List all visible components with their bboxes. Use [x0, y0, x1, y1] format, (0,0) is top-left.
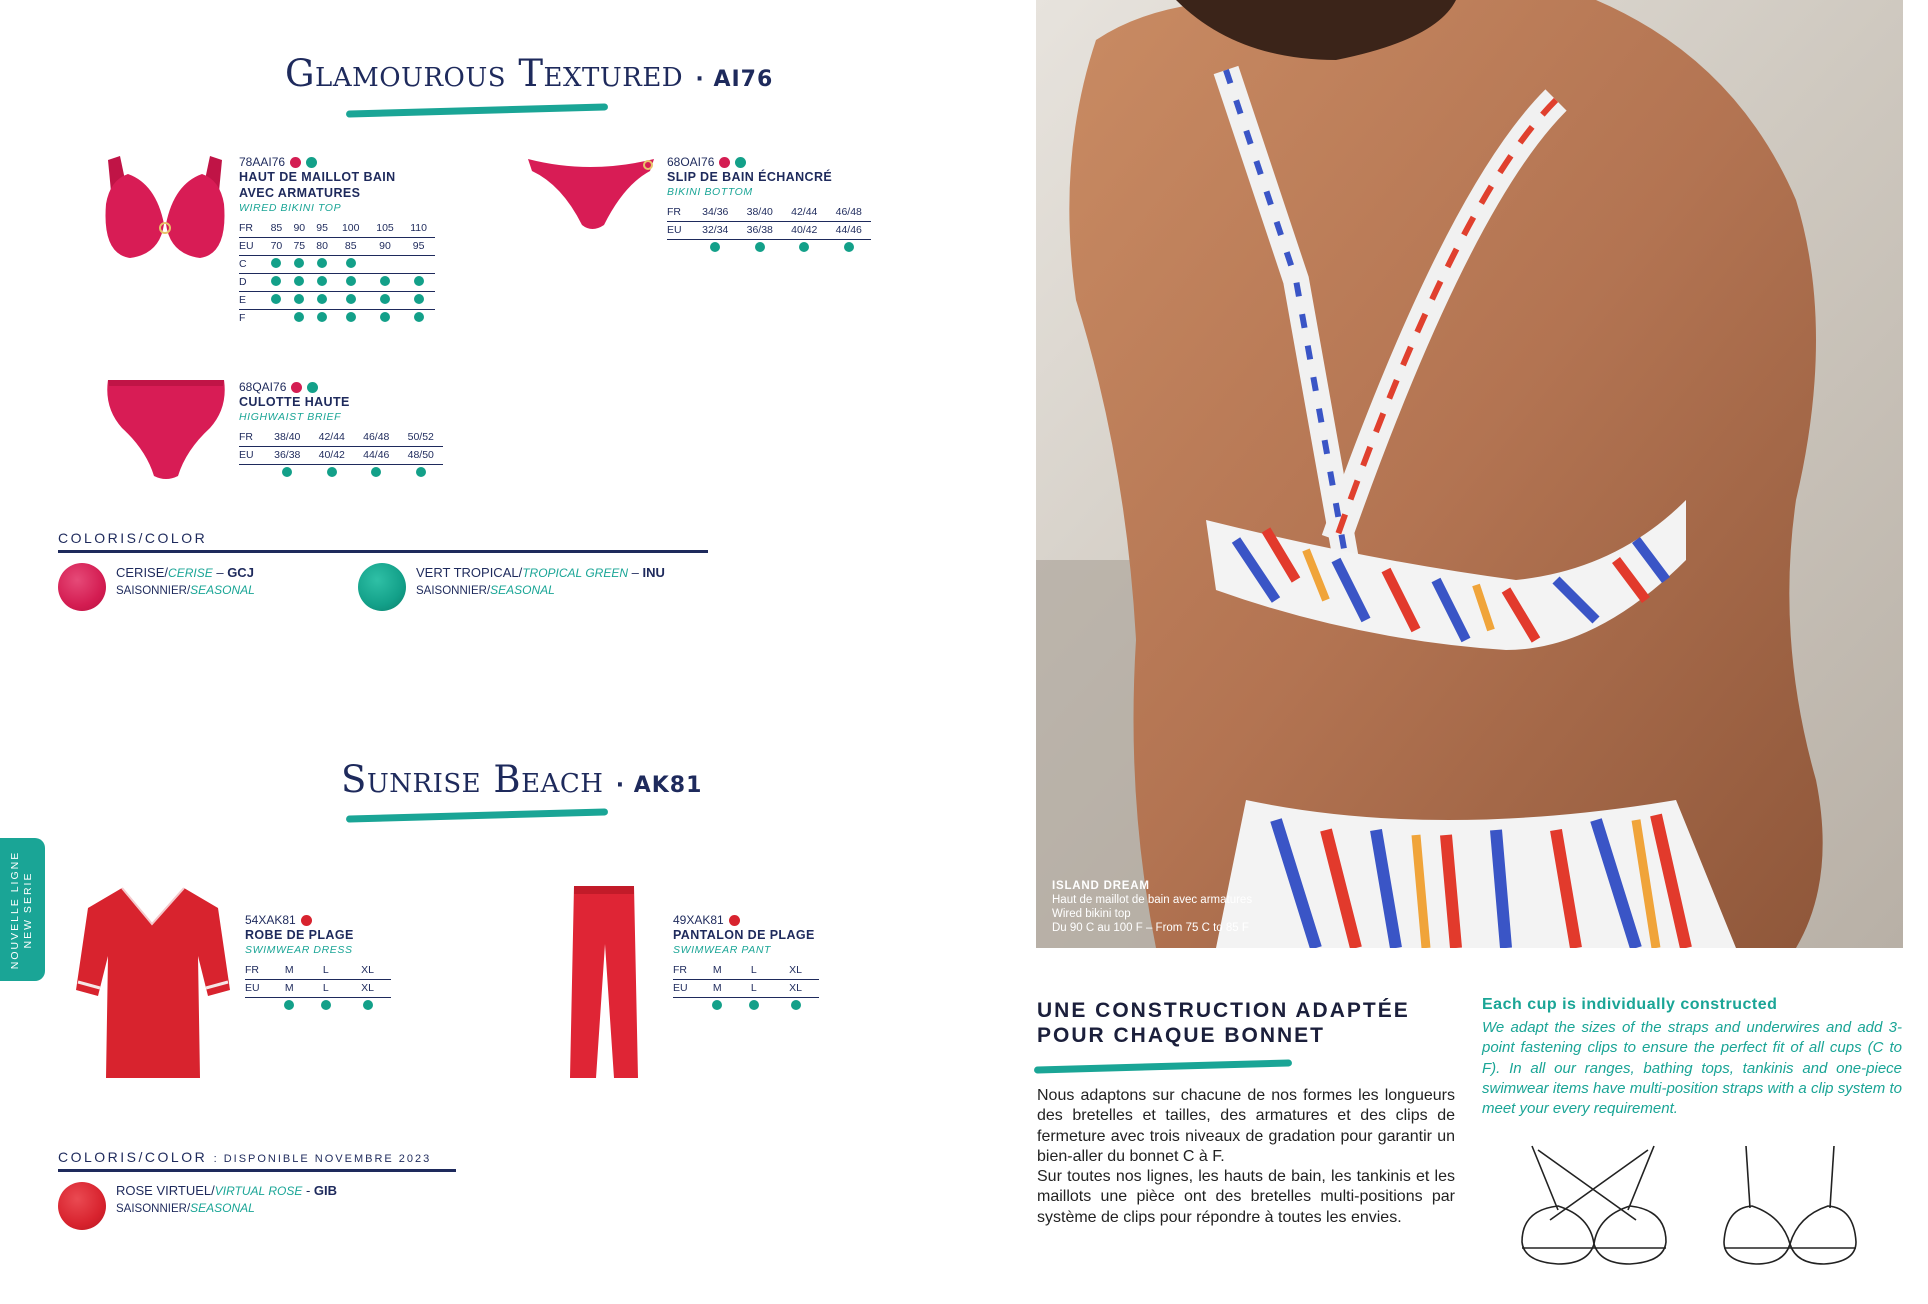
color-season-row: SAISONNIER/SEASONAL — [416, 583, 555, 597]
size-cell: 46/48 — [354, 428, 399, 446]
product-code-row — [239, 380, 443, 394]
colors-availability-note: : DISPONIBLE NOVEMBRE 2023 — [213, 1153, 432, 1165]
article-underline — [1034, 1059, 1292, 1073]
availability-dot — [282, 467, 292, 477]
size-label: EU — [239, 237, 265, 255]
swatch-cerise — [58, 563, 106, 611]
size-row-fr — [239, 219, 435, 237]
size-cell: XL — [344, 979, 391, 997]
size-cell: L — [736, 979, 773, 997]
size-label: EU — [245, 979, 271, 997]
photo-caption — [1052, 879, 1252, 935]
swatch-tropical-green — [358, 563, 406, 611]
size-cell: 100 — [334, 219, 368, 237]
product-code: 68QAI76 — [239, 380, 287, 394]
colors-title: COLORIS — [58, 530, 139, 546]
swimwear-pant-image — [568, 884, 640, 1080]
color-dot-green — [306, 157, 317, 168]
colors-heading: COLORIS/COLOR — [58, 530, 208, 546]
size-cell: 90 — [288, 219, 311, 237]
product-name-en: BIKINI BOTTOM — [667, 186, 753, 198]
new-series-tab — [0, 838, 45, 981]
size-cell: 42/44 — [782, 203, 827, 221]
size-label: FR — [667, 203, 693, 221]
section-title-text: Sunrise Beach — [341, 758, 604, 801]
availability-dot — [294, 258, 304, 268]
availability-dot — [749, 1000, 759, 1010]
availability-dot — [712, 1000, 722, 1010]
availability-row — [673, 997, 819, 1015]
availability-dot — [844, 242, 854, 252]
availability-dot — [294, 276, 304, 286]
section-title-sunrise — [341, 758, 702, 801]
size-row-eu — [239, 237, 435, 255]
size-label: FR — [239, 428, 265, 446]
colors-title-en: COLOR — [144, 1149, 208, 1165]
color-name-row: VERT TROPICAL/TROPICAL GREEN – INU — [416, 565, 665, 580]
caption-line-3: Du 90 C au 100 F – From 75 C to 85 F — [1052, 922, 1249, 934]
size-cell: 40/42 — [782, 221, 827, 239]
size-cell: L — [736, 961, 773, 979]
availability-dot — [271, 276, 281, 286]
product-name-en: HIGHWAIST BRIEF — [239, 411, 342, 423]
availability-dot — [380, 276, 390, 286]
colors-title: COLORIS — [58, 1149, 139, 1165]
availability-dot — [346, 312, 356, 322]
color-season: SAISONNIER — [116, 585, 187, 597]
article-heading — [1037, 998, 1410, 1048]
size-cell: 95 — [311, 219, 334, 237]
size-cell: 40/42 — [310, 446, 355, 464]
new-series-tab-text — [9, 851, 35, 969]
color-dot-red — [301, 915, 312, 926]
color-name-en: TROPICAL GREEN — [522, 566, 629, 580]
availability-dot — [346, 258, 356, 268]
colors-divider — [58, 1169, 456, 1172]
bikini-top-image — [100, 154, 230, 266]
color-season-row: SAISONNIER/SEASONAL — [116, 1201, 255, 1215]
colors-heading: COLORIS/COLOR : DISPONIBLE NOVEMBRE 2023 — [58, 1149, 432, 1165]
availability-dot — [363, 1000, 373, 1010]
availability-dot — [317, 294, 327, 304]
product-code: 78AAI76 — [239, 155, 286, 169]
tab-line-2: NEW SERIE — [22, 871, 34, 949]
size-cell: 38/40 — [738, 203, 783, 221]
size-cell: M — [271, 979, 308, 997]
availability-dot — [346, 294, 356, 304]
product-wired-bikini-top — [239, 155, 435, 327]
article-heading-en: Each cup is individually constructed — [1482, 996, 1778, 1013]
size-cell: 32/34 — [693, 221, 738, 239]
color-season-en: SEASONAL — [190, 583, 255, 597]
product-code: 54XAK81 — [245, 913, 296, 927]
product-name-en: SWIMWEAR PANT — [673, 944, 772, 956]
size-table — [245, 961, 391, 1015]
size-cell: XL — [772, 961, 819, 979]
size-row-fr — [239, 428, 443, 446]
availability-dot — [414, 294, 424, 304]
product-code-row — [239, 155, 435, 169]
availability-row — [239, 464, 443, 482]
size-cell: 36/38 — [738, 221, 783, 239]
color-season-row: SAISONNIER/SEASONAL — [116, 583, 255, 597]
product-code: 68OAI76 — [667, 155, 715, 169]
color-dot-cerise — [291, 382, 302, 393]
color-season-en: SEASONAL — [490, 583, 555, 597]
cup-label: D — [239, 273, 265, 291]
product-name-en: WIRED BIKINI TOP — [239, 202, 342, 214]
color-name-en: CERISE — [168, 566, 213, 580]
color-entry-cerise — [116, 564, 255, 600]
size-cell: M — [699, 961, 736, 979]
highwaist-brief-image — [102, 378, 230, 482]
article-heading-line1: UNE CONSTRUCTION ADAPTÉE — [1037, 999, 1410, 1022]
availability-dot — [327, 467, 337, 477]
color-code: GCJ — [227, 565, 254, 580]
size-cell: 36/38 — [265, 446, 310, 464]
size-table — [239, 219, 435, 327]
size-cell: L — [308, 979, 345, 997]
product-code-row — [667, 155, 871, 169]
availability-dot — [294, 294, 304, 304]
size-cell: 38/40 — [265, 428, 310, 446]
color-dot-red — [729, 915, 740, 926]
color-name: CERISE — [116, 565, 165, 580]
product-code: 49XAK81 — [673, 913, 724, 927]
color-dot-cerise — [719, 157, 730, 168]
caption-line-1: Haut de maillot de bain avec armatures — [1052, 894, 1253, 906]
cup-row-e — [239, 291, 435, 309]
size-cell: XL — [772, 979, 819, 997]
product-highwaist-brief — [239, 380, 443, 482]
size-cell: 50/52 — [399, 428, 444, 446]
product-name-en: SWIMWEAR DRESS — [245, 944, 353, 956]
size-cell: 80 — [311, 237, 334, 255]
section-ref: · AK81 — [615, 773, 703, 798]
product-name-line1: ROBE DE PLAGE — [245, 928, 354, 942]
size-label: FR — [245, 961, 271, 979]
cup-row-d — [239, 273, 435, 291]
article-body-en: We adapt the sizes of the straps and underwires and add 3-point fastening clips to ensure the perfect fit of all cups (C to F). In all our ranges, bathing tops, tankinis and one-piece swimwear items have multi-position straps with a clip system to meet your every requirement. — [1482, 1019, 1902, 1118]
size-row-eu — [667, 221, 871, 239]
cup-label: E — [239, 291, 265, 309]
colors-title-en: COLOR — [144, 530, 208, 546]
size-cell: 34/36 — [693, 203, 738, 221]
availability-dot — [380, 294, 390, 304]
availability-dot — [321, 1000, 331, 1010]
availability-dot — [317, 276, 327, 286]
swatch-virtual-rose — [58, 1182, 106, 1230]
article-paragraph-fr-2: Sur toutes nos lignes, les hauts de bain, les tankinis et les maillots une pièce ont des bretelles multi-positions par système de clips pour répondre à toutes les envies. — [1037, 1168, 1455, 1226]
availability-dot — [416, 467, 426, 477]
product-name-line1: SLIP DE BAIN ÉCHANCRÉ — [667, 170, 833, 184]
color-dot-cerise — [290, 157, 301, 168]
availability-row — [667, 239, 871, 257]
size-cell: M — [699, 979, 736, 997]
section-title-glamourous — [285, 52, 773, 95]
color-season-en: SEASONAL — [190, 1201, 255, 1215]
section-title-text: Glamourous Textured — [285, 52, 684, 95]
article-paragraph-fr-1: Nous adaptons sur chacune de nos formes les longueurs des bretelles et tailles, des armatures et des clips de fermeture avec trois niveaux de gradation pour garantir un bien-aller du bonnet C à F. — [1037, 1087, 1455, 1165]
size-row-eu — [239, 446, 443, 464]
section-ref-code: AK81 — [633, 773, 703, 798]
availability-dot — [284, 1000, 294, 1010]
availability-dot — [380, 312, 390, 322]
caption-title: ISLAND DREAM — [1052, 880, 1150, 892]
model-photo-illustration — [1036, 0, 1903, 948]
product-name-line1: HAUT DE MAILLOT BAIN — [239, 170, 396, 184]
availability-dot — [755, 242, 765, 252]
product-code-row — [673, 913, 819, 927]
article-body-fr — [1037, 1086, 1455, 1228]
color-season: SAISONNIER — [416, 585, 487, 597]
size-cell: 70 — [265, 237, 288, 255]
cup-label: F — [239, 312, 246, 325]
size-cell: 48/50 — [399, 446, 444, 464]
color-dot-green — [307, 382, 318, 393]
availability-dot — [317, 312, 327, 322]
article-heading-line2: POUR CHAQUE BONNET — [1037, 1024, 1326, 1047]
size-cell: M — [271, 961, 308, 979]
availability-dot — [346, 276, 356, 286]
size-row-eu — [673, 979, 819, 997]
bra-sketch-crossed-straps — [1518, 1140, 1670, 1268]
color-name-row: ROSE VIRTUEL/VIRTUAL ROSE - GIB — [116, 1183, 338, 1198]
size-cell: 75 — [288, 237, 311, 255]
availability-dot — [710, 242, 720, 252]
size-cell: 42/44 — [310, 428, 355, 446]
size-cell: L — [308, 961, 345, 979]
availability-dot — [414, 276, 424, 286]
color-name: ROSE VIRTUEL — [116, 1183, 212, 1198]
size-cell: XL — [344, 961, 391, 979]
size-cell: 110 — [402, 219, 435, 237]
size-label: FR — [673, 961, 699, 979]
bikini-bottom-image — [526, 155, 656, 235]
colors-divider — [58, 550, 708, 553]
size-label: FR — [239, 219, 265, 237]
cup-row-f — [239, 309, 435, 327]
color-dot-green — [735, 157, 746, 168]
size-cell: 105 — [368, 219, 402, 237]
size-table — [667, 203, 871, 257]
section-ref-code: AI76 — [713, 67, 774, 92]
size-table — [239, 428, 443, 482]
size-cell: 95 — [402, 237, 435, 255]
size-label: EU — [239, 446, 265, 464]
cup-label: C — [239, 255, 265, 273]
color-entry-virtual-rose — [116, 1182, 337, 1218]
caption-line-2: Wired bikini top — [1052, 908, 1131, 920]
size-cell: 85 — [265, 219, 288, 237]
product-bikini-bottom — [667, 155, 871, 257]
title-underline — [346, 808, 608, 822]
availability-dot — [317, 258, 327, 268]
availability-row — [245, 997, 391, 1015]
size-cell: 46/48 — [827, 203, 872, 221]
availability-dot — [414, 312, 424, 322]
size-row-fr — [245, 961, 391, 979]
availability-dot — [791, 1000, 801, 1010]
size-row-eu — [245, 979, 391, 997]
size-cell: 85 — [334, 237, 368, 255]
product-swimwear-dress — [245, 913, 391, 1015]
size-label: EU — [667, 221, 693, 239]
size-cell: 90 — [368, 237, 402, 255]
color-name: VERT TROPICAL — [416, 565, 519, 580]
swimwear-dress-image — [76, 884, 230, 1080]
product-name-line1: PANTALON DE PLAGE — [673, 928, 815, 942]
color-code: INU — [642, 565, 665, 580]
availability-dot — [271, 294, 281, 304]
size-row-fr — [667, 203, 871, 221]
availability-dot — [271, 258, 281, 268]
cup-row-c — [239, 255, 435, 273]
color-name-row: CERISE/CERISE – GCJ — [116, 565, 254, 580]
model-photo — [1036, 0, 1903, 948]
size-cell: 44/46 — [827, 221, 872, 239]
availability-dot — [294, 312, 304, 322]
size-cell: 44/46 — [354, 446, 399, 464]
size-row-fr — [673, 961, 819, 979]
color-entry-tropical-green — [416, 564, 665, 600]
availability-dot — [799, 242, 809, 252]
color-code: GIB — [313, 1183, 338, 1198]
color-season: SAISONNIER — [116, 1203, 187, 1215]
product-name-line1: CULOTTE HAUTE — [239, 395, 350, 409]
size-label: EU — [673, 979, 699, 997]
availability-dot — [371, 467, 381, 477]
section-ref: · AI76 — [695, 67, 774, 92]
title-underline — [346, 103, 608, 117]
product-code-row — [245, 913, 391, 927]
product-swimwear-pant — [673, 913, 819, 1015]
color-name-en: VIRTUAL ROSE — [214, 1184, 303, 1198]
size-table — [673, 961, 819, 1015]
product-name-line2: AVEC ARMATURES — [239, 186, 361, 200]
tab-line-1: NOUVELLE LIGNE — [9, 850, 21, 970]
bra-sketch-classic-straps — [1720, 1140, 1860, 1268]
